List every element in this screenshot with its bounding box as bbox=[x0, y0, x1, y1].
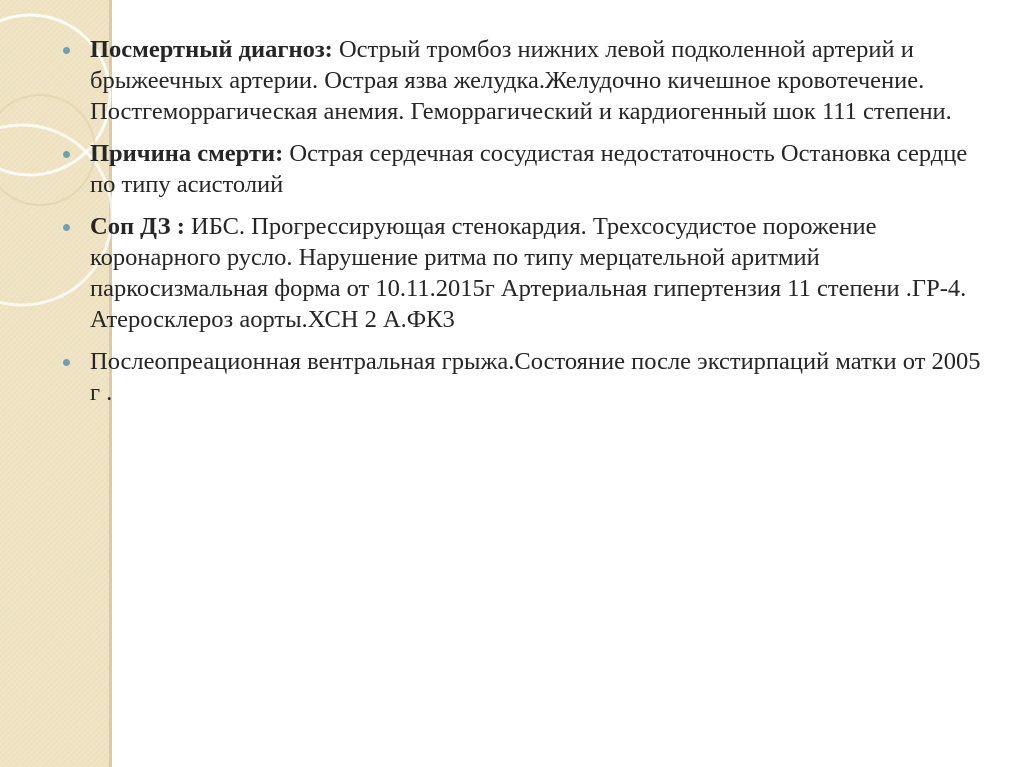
bullet-dot-icon bbox=[63, 151, 70, 158]
bullet-item-comorbid-diagnosis bbox=[62, 211, 992, 335]
bullet-dot-icon bbox=[63, 224, 70, 231]
bullet-item-postoperative-hernia bbox=[62, 346, 992, 408]
bullet-label: Причина смерти: bbox=[90, 140, 284, 167]
bullet-text: Острая сердечная сосудистая недостаточность Остановка сердце по типу асистолий bbox=[90, 140, 968, 198]
bullet-dot-icon bbox=[63, 359, 70, 366]
bullet-item-cause-of-death bbox=[62, 138, 992, 200]
bullet-list bbox=[62, 34, 992, 408]
bullet-text: ИБС. Прогрессирующая стенокардия. Трехсосудистое порожение коронарного русло. Нарушение ритма по типу мерцательной аритмий паркосизмальная форма от 10.11.2015г Артериальная гипертензия 11 степени .ГР-4. Атеросклероз аорты.ХСН 2 А.ФК3 bbox=[90, 213, 967, 333]
bullet-dot-icon bbox=[63, 47, 70, 54]
bullet-label: Посмертный диагноз: bbox=[90, 36, 333, 63]
bullet-text: Послеопреационная вентральная грыжа.Состояние после экстирпаций матки от 2005 г . bbox=[90, 348, 981, 406]
bullet-item-postmortem-diagnosis bbox=[62, 34, 992, 127]
bullet-label: Соп ДЗ : bbox=[90, 213, 185, 240]
slide-body bbox=[62, 34, 992, 419]
bullet-text: Острый тромбоз нижних левой подколенной артерий и брыжеечных артерии. Острая язва желудка.Желудочно кичешное кровотечение. Постгеморрагическая анемия. Геморрагический и кардиогенный шок 111 степени. bbox=[90, 36, 952, 125]
